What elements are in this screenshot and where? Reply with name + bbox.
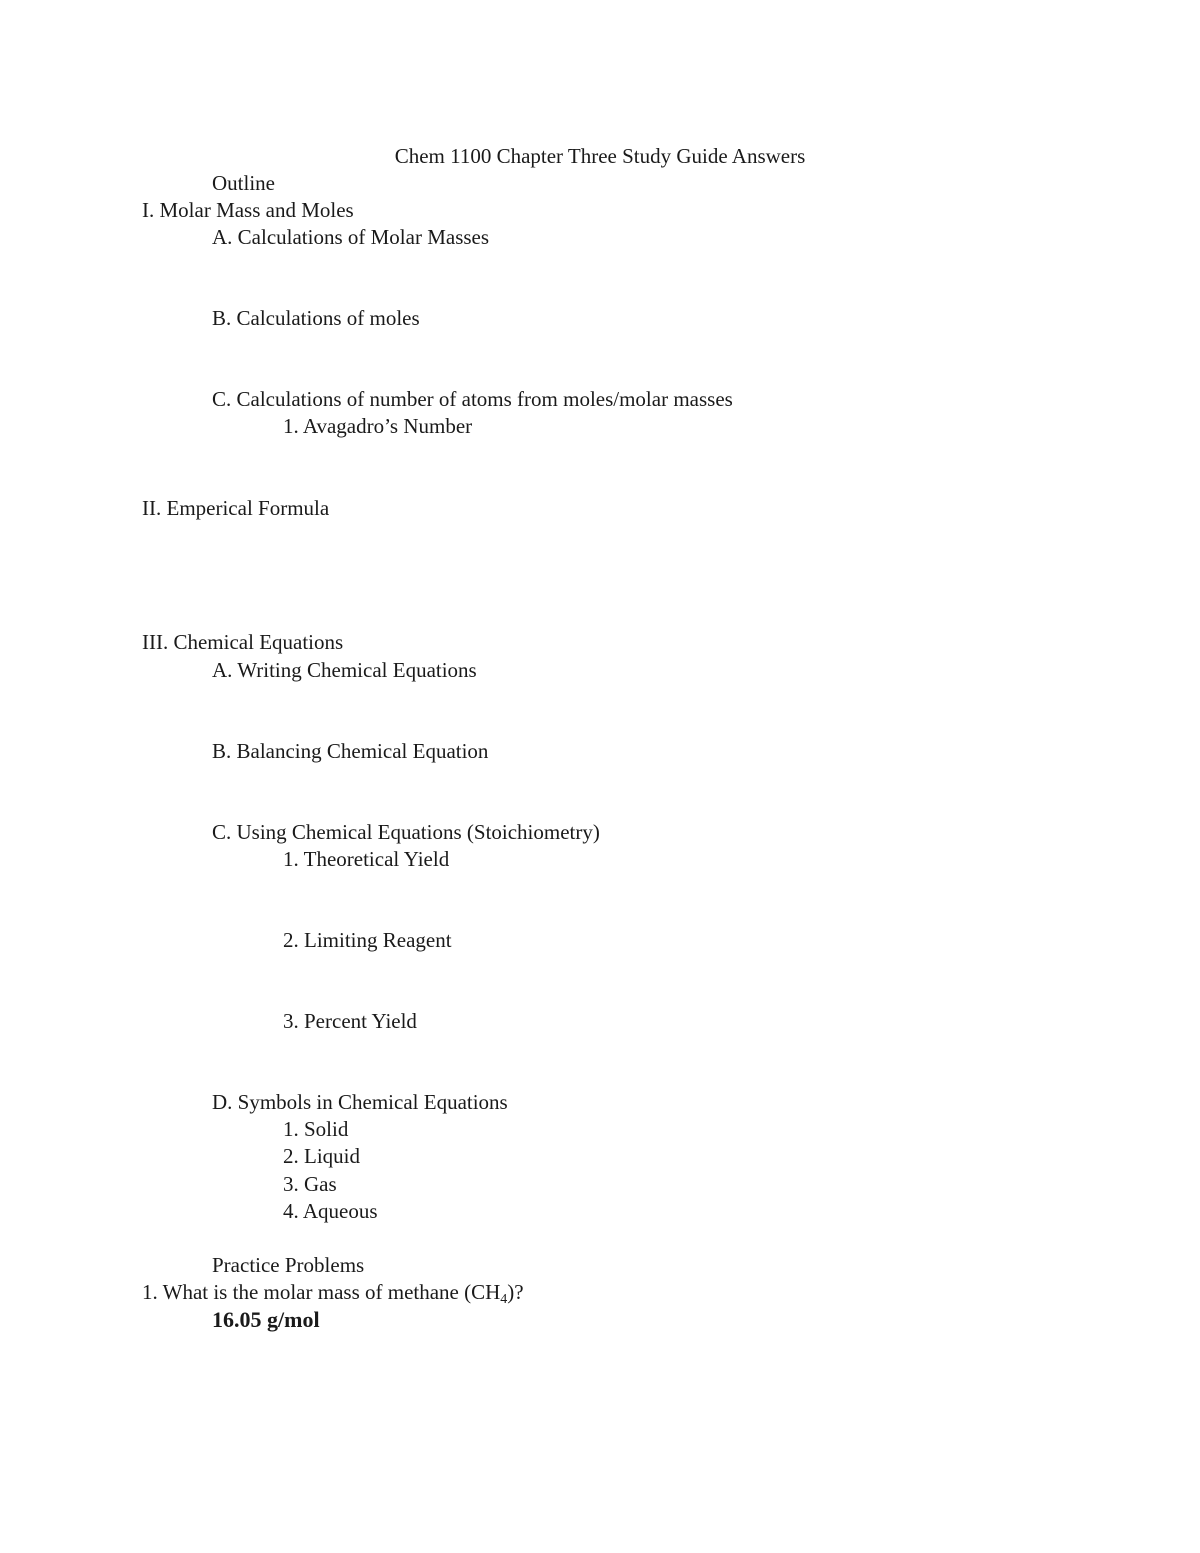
question-1-subscript: 4	[500, 1292, 508, 1307]
practice-heading: Practice Problems	[212, 1253, 365, 1277]
section-3-item-d2: 2. Liquid	[283, 1144, 360, 1168]
section-3-item-d4: 4. Aqueous	[283, 1199, 378, 1223]
section-2-heading: II. Emperical Formula	[142, 496, 330, 520]
section-3-item-c3: 3. Percent Yield	[283, 1009, 417, 1033]
section-3-item-d: D. Symbols in Chemical Equations	[212, 1090, 508, 1114]
outline-heading: Outline	[212, 171, 275, 195]
section-3-item-d1: 1. Solid	[283, 1117, 349, 1141]
section-3-item-c1: 1. Theoretical Yield	[283, 847, 450, 871]
section-1-heading: I. Molar Mass and Moles	[142, 198, 354, 222]
question-1-text: 1. What is the molar mass of methane (CH	[142, 1280, 501, 1304]
section-1-item-b: B. Calculations of moles	[212, 306, 420, 330]
practice-question-1	[142, 1279, 524, 1305]
section-3-item-c2: 2. Limiting Reagent	[283, 928, 452, 952]
section-3-heading: III. Chemical Equations	[142, 630, 344, 654]
document-title: Chem 1100 Chapter Three Study Guide Answers	[394, 144, 806, 168]
section-3-item-b: B. Balancing Chemical Equation	[212, 739, 489, 763]
section-1-item-c1: 1. Avagadro’s Number	[283, 414, 473, 438]
section-3-item-a: A. Writing Chemical Equations	[212, 658, 477, 682]
section-3-item-d3: 3. Gas	[283, 1172, 337, 1196]
question-1-suffix: )?	[507, 1280, 524, 1304]
section-3-item-c: C. Using Chemical Equations (Stoichiometry)	[212, 820, 600, 844]
section-1-item-c: C. Calculations of number of atoms from moles/molar masses	[212, 387, 733, 411]
section-1-item-a: A. Calculations of Molar Masses	[212, 225, 490, 249]
practice-answer-1: 16.05 g/mol	[212, 1307, 320, 1332]
